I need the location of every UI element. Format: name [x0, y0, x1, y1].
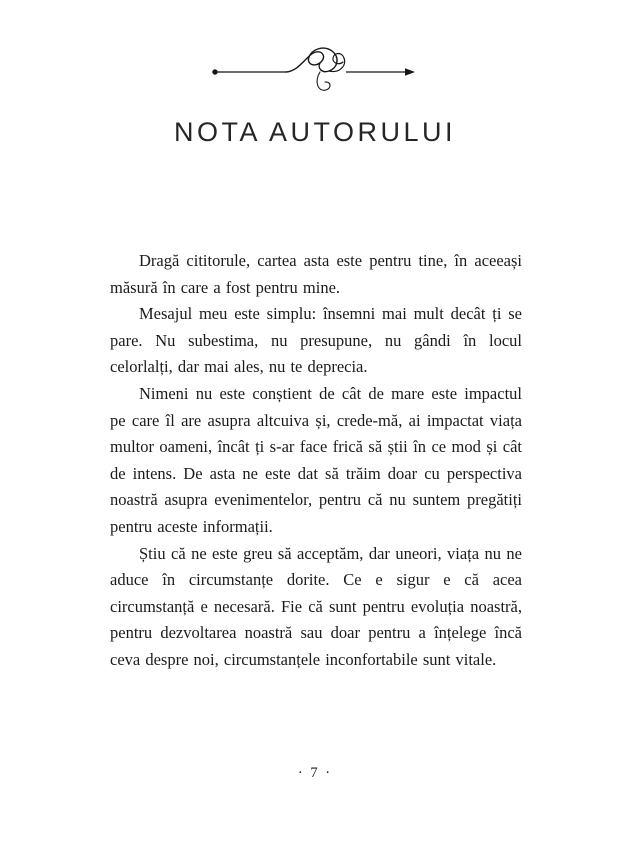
chapter-title: NOTA AUTORULUI [173, 117, 457, 147]
body-text [110, 248, 522, 674]
flourish-icon [210, 42, 420, 100]
paragraph-4: Știu că ne este greu să acceptăm, dar uneori, viața nu ne aduce în circumstanțe dorite. Ce e sigur e că acea circumstanță e necesară. Fie că sunt pentru evoluția noastră, pentru dezvoltarea noastră sau doar pentru a înțelege încă ceva despre noi, circumstanțele inconfortabile sunt vitale. [110, 543, 522, 669]
paragraph-3: Nimeni nu este conștient de cât de mare este impactul pe care îl are asupra altcuiva și, crede-mă, ai impactat viața multor oameni, încât ți s-ar face frică să știi în ce mod și cât de intens. De asta ne este dat să trăim doar cu perspectiva noastră asupra evenimentelor, pentru că nu suntem pregătiți pentru aceste informații. [110, 383, 522, 536]
paragraph-2: Mesajul meu este simplu: însemni mai mult decât ți se pare. Nu subestima, nu presupune, nu gândi în locul celorlalți, dar mai ales, nu te deprecia. [110, 304, 522, 377]
flourish-ornament [0, 42, 630, 105]
page-number: · 7 · [297, 765, 333, 781]
paragraph-1: Dragă cititorule, cartea asta este pentru tine, în aceeași măsură în care a fost pentru mine. [110, 251, 522, 297]
